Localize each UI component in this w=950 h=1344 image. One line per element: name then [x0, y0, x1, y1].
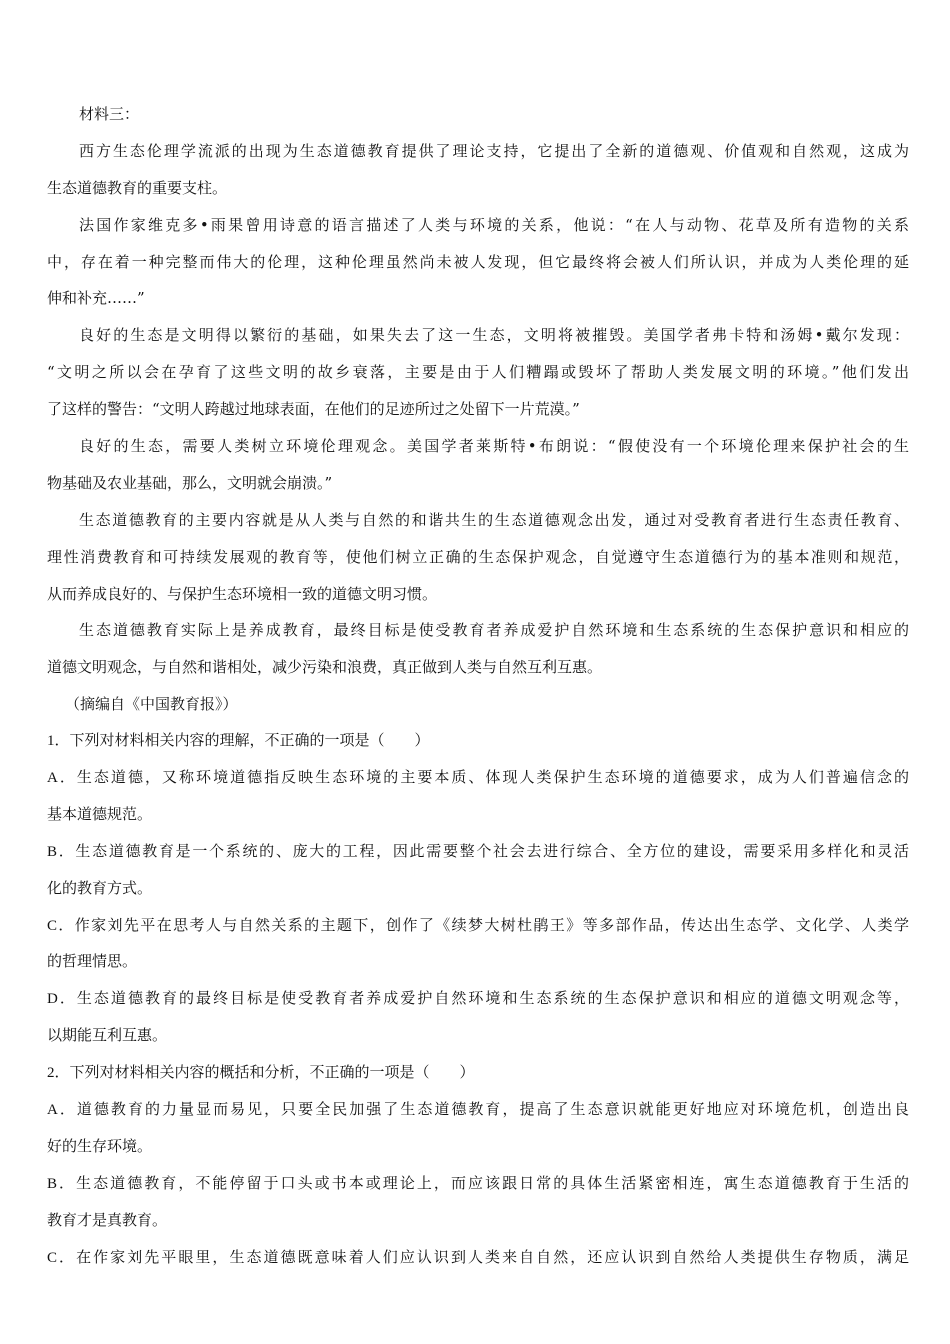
- option-c: C．在作家刘先平眼里，生态道德既意味着人们应认识到人类来自自然，还应认识到自然给人类提供生存物质，满足: [47, 1249, 909, 1266]
- option-d: D．生态道德教育的最终目标是使受教育者养成爱护自然环境和生态系统的生态保护意识和相应的道德文明观念等，: [47, 991, 909, 1008]
- option-a: A．道德教育的力量显而易见，只要全民加强了生态道德教育，提高了生态意识就能更好地应对环境危机，创造出良: [47, 1102, 909, 1119]
- paragraph-line: 道德文明观念，与自然和谐相处，减少污染和浪费，真正做到人类与自然互利互惠。: [47, 658, 603, 677]
- paragraph-line: 从而养成良好的、与保护生态环境相一致的道德文明习惯。: [47, 584, 438, 603]
- paragraph-line: 了这样的警告：“文明人跨越过地球表面，在他们的足迹所过之处留下一片荒漠。”: [47, 400, 580, 419]
- option-c: C．作家刘先平在思考人与自然关系的主题下，创作了《续梦大树杜鹃王》等多部作品，传达出生态学、文化学、人类学: [47, 917, 909, 934]
- paragraph-line: 生态道德教育实际上是养成教育，最终目标是使受教育者养成爱护自然环境和生态系统的生态保护意识和相应的: [79, 621, 909, 640]
- option-a-continued: 基本道德规范。: [47, 806, 153, 823]
- option-d-continued: 以期能互利互惠。: [47, 1028, 168, 1045]
- question-stem: 2．下列对材料相关内容的概括和分析，不正确的一项是（ ）: [47, 1065, 475, 1082]
- paragraph-line: 良好的生态，需要人类树立环境伦理观念。美国学者莱斯特•布朗说：“假使没有一个环境伦理来保护社会的生: [79, 437, 909, 456]
- paragraph-line: 物基础及农业基础，那么，文明就会崩溃。”: [47, 473, 333, 492]
- source-citation: （摘编自《中国教育报》）: [65, 695, 238, 714]
- paragraph-line: “文明之所以会在孕育了这些文明的故乡衰落，主要是由于人们糟蹋或毁坏了帮助人类发展文明的环境。”他们发出: [47, 363, 909, 382]
- option-b: B．生态道德教育是一个系统的、庞大的工程，因此需要整个社会去进行综合、全方位的建设，需要采用多样化和灵活: [47, 843, 909, 860]
- paragraph-line: 西方生态伦理学流派的出现为生态道德教育提供了理论支持，它提出了全新的道德观、价值观和自然观，这成为: [79, 141, 909, 160]
- paragraph-line: 法国作家维克多•雨果曾用诗意的语言描述了人类与环境的关系，他说：“在人与动物、花草及所有造物的关系: [79, 215, 909, 234]
- material-heading: 材料三：: [79, 105, 140, 123]
- question-stem: 1．下列对材料相关内容的理解，不正确的一项是（ ）: [47, 733, 430, 750]
- paragraph-line: 良好的生态是文明得以繁衍的基础，如果失去了这一生态，文明将被摧毁。美国学者弗卡特和汤姆•戴尔发现：: [79, 326, 909, 345]
- option-b-continued: 教育才是真教育。: [47, 1212, 168, 1229]
- option-c-continued: 的哲理情思。: [47, 954, 138, 971]
- option-a: A．生态道德，又称环境道德指反映生态环境的主要本质、体现人类保护生态环境的道德要求，成为人们普遍信念的: [47, 770, 909, 787]
- paragraph-line: 伸和补充……”: [47, 289, 145, 308]
- paragraph-line: 生态道德教育的重要支柱。: [47, 178, 228, 197]
- paragraph-line: 生态道德教育的主要内容就是从人类与自然的和谐共生的生态道德观念出发，通过对受教育者进行生态责任教育、: [79, 510, 909, 529]
- option-b-continued: 化的教育方式。: [47, 880, 153, 897]
- document-page: [47, 96, 909, 1277]
- paragraph-line: 中，存在着一种完整而伟大的伦理，这种伦理虽然尚未被人发现，但它最终将会被人们所认识，并成为人类伦理的延: [47, 252, 909, 271]
- paragraph-line: 理性消费教育和可持续发展观的教育等，使他们树立正确的生态保护观念，自觉遵守生态道德行为的基本准则和规范，: [47, 547, 909, 566]
- option-b: B．生态道德教育，不能停留于口头或书本或理论上，而应该跟日常的具体生活紧密相连，寓生态道德教育于生活的: [47, 1175, 909, 1192]
- option-a-continued: 好的生存环境。: [47, 1138, 153, 1155]
